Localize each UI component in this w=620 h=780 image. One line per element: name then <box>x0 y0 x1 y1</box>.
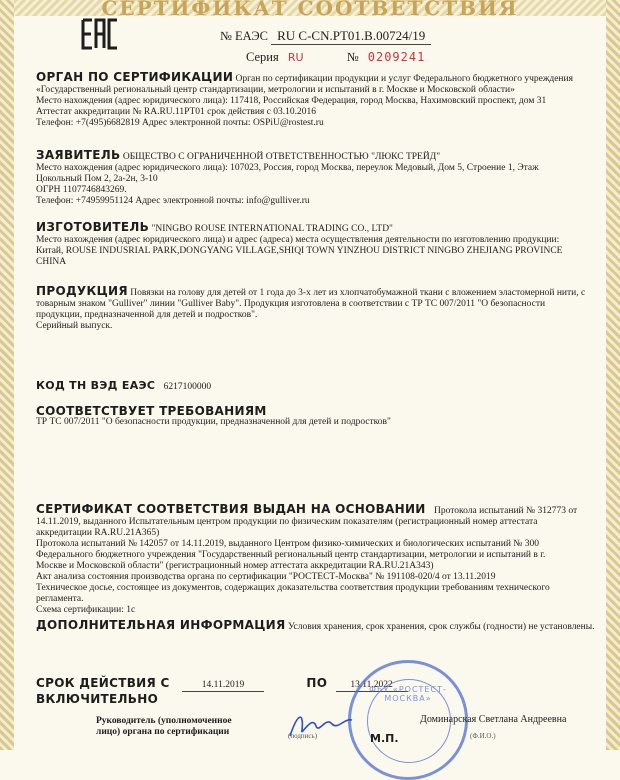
reg-number-value: RU С-CN.PT01.B.00724/19 <box>271 28 431 45</box>
basis-label: СЕРТИФИКАТ СООТВЕТСТВИЯ ВЫДАН НА ОСНОВАНИИ <box>36 502 426 516</box>
additional-text: Условия хранения, срок хранения, срок службы (годности) не установлены. <box>287 622 595 632</box>
applicant-line: ОБЩЕСТВО С ОГРАНИЧЕННОЙ ОТВЕТСТВЕННОСТЬЮ "ЛЮКС ТРЕЙД" <box>122 152 441 162</box>
registration-number <box>220 28 431 45</box>
role-line: лицо) органа по сертификации <box>96 727 230 737</box>
organ-line: Аттестат аккредитации № RA.RU.11PT01 срок действия с 03.10.2016 <box>36 107 316 117</box>
signature-caption: (подпись) <box>288 732 318 740</box>
tnved-label: КОД ТН ВЭД ЕАЭС <box>36 379 156 392</box>
basis-line: аккредитации RA.RU.21A365) <box>36 528 160 538</box>
applicant-section <box>36 150 580 207</box>
role-line: Руководитель (уполномоченное <box>96 716 232 726</box>
series-number <box>246 50 425 65</box>
additional-info-section <box>36 618 595 633</box>
manufacturer-line: Место нахождения (адрес юридического лица) и адрес (адреса) места осуществления деятельности по изготовлению продукции: <box>36 235 560 245</box>
organ-line: Место нахождения (адрес юридического лица): 117418, Российская Федерация, город Москва, Нахимовский проспект, дом 31 <box>36 96 547 106</box>
manufacturer-label: ИЗГОТОВИТЕЛЬ <box>36 220 150 234</box>
validity-from: 14.11.2019 <box>182 680 264 692</box>
applicant-label: ЗАЯВИТЕЛЬ <box>36 148 121 162</box>
basis-line: 14.11.2019, выданного Испытательным центром продукции по физическим показателям (регистрационный номер аттестата <box>36 517 538 527</box>
organ-line: «Государственный региональный центр стандартизации, метрологии и испытаний в г. Москве и Московской области» <box>36 85 515 95</box>
applicant-line: Цокольный Пом 2, 2а-2н, 3-10 <box>36 174 158 184</box>
basis-line: регламента. <box>36 594 84 604</box>
requirements-line: ТР ТС 007/2011 "О безопасности продукции, предназначенной для детей и подростков" <box>36 417 391 427</box>
organ-label: ОРГАН ПО СЕРТИФИКАЦИИ <box>36 70 234 84</box>
stamp-text: ФБУ «РОСТЕСТ-МОСКВА» <box>369 685 447 703</box>
validity-inclusive-label: ВКЛЮЧИТЕЛЬНО <box>36 692 159 706</box>
tnved-value: 6217100000 <box>163 382 212 392</box>
basis-line: Федерального бюджетного учреждения "Государственный региональный центр стандартизации, метрологии и испытаний в г. <box>36 550 546 560</box>
manufacturer-section <box>36 222 580 268</box>
organ-line: Телефон: +7(495)6682819 Адрес электронной почты: OSPiU@rostest.ru <box>36 118 324 128</box>
manufacturer-line: CHINA <box>36 257 67 267</box>
tnved-code-section <box>36 380 580 393</box>
basis-line: Схема сертификации: 1с <box>36 605 136 615</box>
manufacturer-line: Китай, ROUSE INDUSRIAL PARK,DONGYANG VILLAGE,SHIQI TOWN YINZHOU DISTRICT NINGBO ZHEJIANG PROVINCE <box>36 246 563 256</box>
organ-line: Орган по сертификации продукции и услуг Федерального бюджетного учреждения <box>235 74 573 84</box>
number-value: 0209241 <box>367 50 426 64</box>
fio-caption: (Ф.И.О.) <box>470 732 496 740</box>
validity-label: СРОК ДЕЙСТВИЯ С <box>36 676 170 690</box>
manufacturer-line: "NINGBO ROUSE INTERNATIONAL TRADING CO., LTD" <box>151 224 393 234</box>
signer-name: Доминарская Светлана Андреевна <box>420 714 567 725</box>
requirements-label: СООТВЕТСТВУЕТ ТРЕБОВАНИЯМ <box>36 404 267 418</box>
series-value: RU <box>287 51 304 64</box>
validity-to-label: ПО <box>306 676 328 690</box>
validity-section <box>36 678 580 705</box>
issue-basis-section <box>36 504 580 616</box>
basis-line: Протокола испытаний № 312773 от <box>434 506 578 516</box>
certificate-title: СЕРТИФИКАТ СООТВЕТСТВИЯ <box>101 0 519 20</box>
eac-logo-icon <box>80 14 120 54</box>
certification-body-section <box>36 72 580 129</box>
applicant-line: ОГРН 1107746843269. <box>36 185 127 195</box>
additional-label: ДОПОЛНИТЕЛЬНАЯ ИНФОРМАЦИЯ <box>36 618 286 632</box>
series-label: Серия <box>246 50 279 64</box>
product-section <box>36 284 586 332</box>
applicant-line: Телефон: +74959951124 Адрес электронной почты: info@gulliver.ru <box>36 196 310 206</box>
product-line: Серийный выпуск. <box>36 321 113 331</box>
product-line: товарным знаком "Gulliver" линии "Gulliver Baby". Продукция изготовлена в соответствии с ТР ТС 007/2011 "О безопасности <box>36 299 546 309</box>
stamp-place-label: М.П. <box>370 732 399 745</box>
basis-line: Техническое досье, состоящее из документов, содержащих доказательства соответствия продукции требованиям технического <box>36 583 550 593</box>
validity-to: 13.11.2022 <box>336 680 408 692</box>
reg-label: № ЕАЭС <box>220 29 268 43</box>
basis-line: Акт анализа состояния производства органа по сертификации "РОСТЕСТ-Москва" № 191108-020/4 от 13.11.2019 <box>36 572 496 582</box>
requirements-section <box>36 406 580 428</box>
applicant-line: Место нахождения (адрес юридического лица): 107023, Россия, город Москва, переулок Медовый, Дом 5, Строение 1, Этаж <box>36 163 539 173</box>
product-label: ПРОДУКЦИЯ <box>36 284 128 298</box>
number-label: № <box>346 50 359 64</box>
product-line: Повязки на голову для детей от 1 года до 3-х лет из хлопчатобумажной ткани с вложением эластомерной нити, с <box>130 288 586 298</box>
product-line: продукции, предназначенной для детей и подростков". <box>36 310 258 320</box>
basis-line: Москве и Московской области" (регистрационный номер аттестата аккредитации RA.RU.21A343) <box>36 561 434 571</box>
basis-line: Протокола испытаний № 142057 от 14.11.2019, выданного Центром физико-химических и биологических испытаний № 300 <box>36 539 539 549</box>
